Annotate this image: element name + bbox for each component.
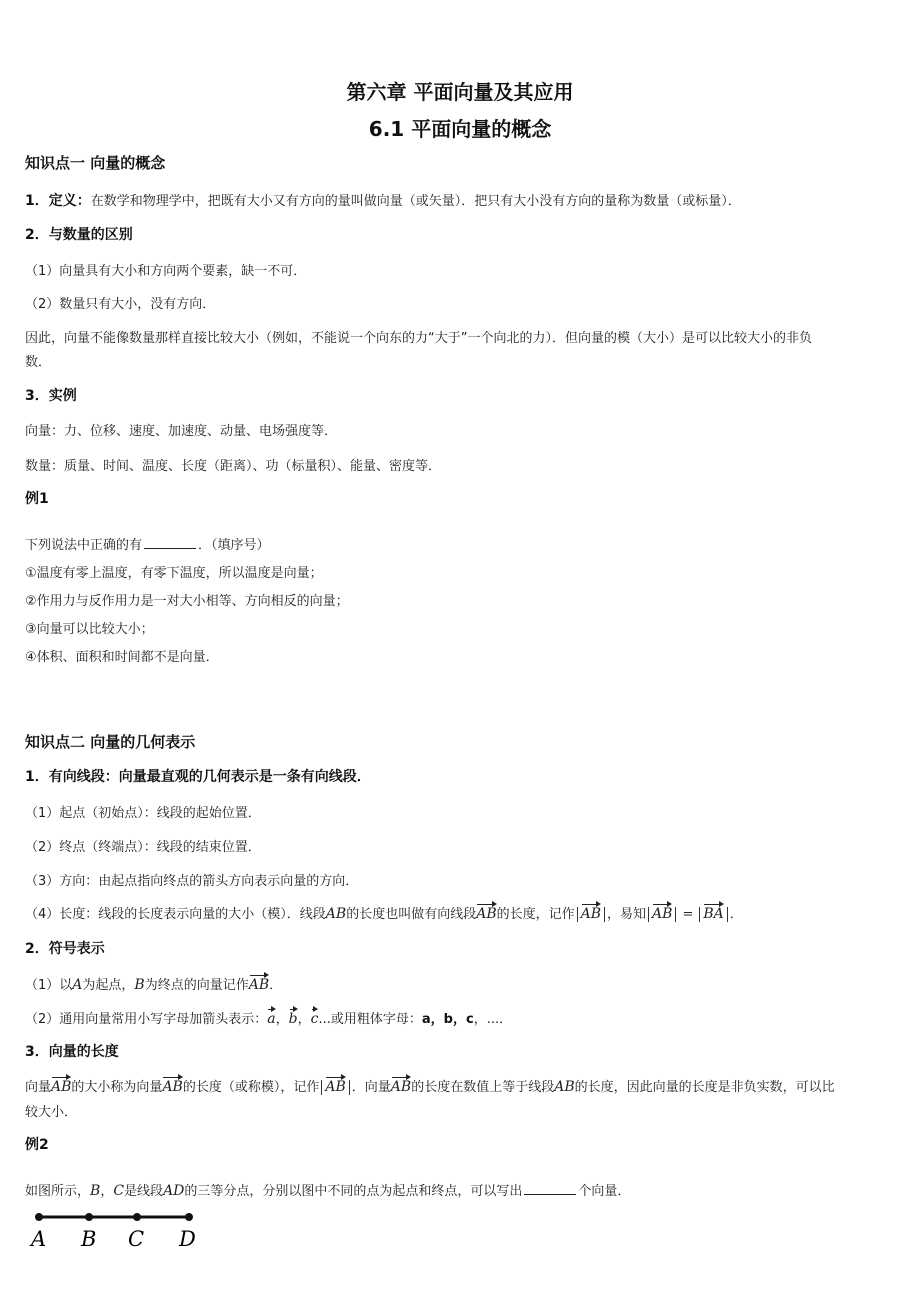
point-b: B (90, 1183, 101, 1199)
example1-option-2: ②作用力与反作用力是一对大小相等、方向相反的向量； (25, 594, 349, 609)
question-text: 下列说法中正确的有 (25, 538, 143, 553)
example1-option-1: ①温度有零上温度，有零下温度，所以温度是向量； (25, 566, 323, 581)
example1-option-3: ③向量可以比较大小； (25, 622, 154, 637)
text: ...或用粗体字母： (318, 1012, 422, 1027)
diff-item-1: （1）向量具有大小和方向两个要素，缺一不可． (25, 264, 307, 279)
text: 如图所示， (25, 1184, 91, 1199)
kp1-definition (25, 190, 741, 210)
kp2-heading: 知识点二 向量的几何表示 (25, 733, 196, 751)
text: ．向量 (351, 1080, 391, 1095)
text: 为终点的向量记作 (144, 978, 249, 993)
text: （2）通用向量常用小写字母加箭头表示： (25, 1012, 268, 1027)
vector-a: a (267, 1006, 275, 1027)
text: 的大小称为向量 (71, 1080, 163, 1095)
length-text-line-1 (25, 1074, 835, 1095)
point-b-label: B (81, 1227, 97, 1251)
point-d-dot (185, 1213, 193, 1221)
symbol-item-1 (25, 972, 282, 993)
segment-figure (25, 1205, 215, 1265)
point-c-dot (133, 1213, 141, 1221)
vector-ab-magnitude: AB (325, 1074, 345, 1095)
point-c-label: C (128, 1227, 145, 1251)
point-b-dot (85, 1213, 93, 1221)
example1-label: 例1 (25, 491, 49, 507)
segment-item-4 (25, 901, 743, 922)
point-a-label: A (31, 1227, 47, 1251)
text: 的长度（或称模），记作 (182, 1080, 320, 1095)
text: 的长度在数值上等于线段 (411, 1080, 555, 1095)
symbol-item-2 (25, 1006, 512, 1027)
text: ． (269, 978, 283, 993)
vector-c: c (311, 1006, 319, 1027)
segment-ad: AD (163, 1183, 185, 1199)
vector-ab-magnitude: AB (652, 901, 672, 922)
point-c: C (113, 1183, 125, 1199)
diff-item-2: （2）数量只有大小，没有方向． (25, 297, 216, 312)
vector-b: b (289, 1006, 298, 1027)
point-a: A (72, 977, 83, 993)
text: （4）长度：线段的长度表示向量的大小（模）．线段 (25, 907, 326, 922)
text: 的长度，记作 (496, 907, 575, 922)
length-text-line-2: 较大小． (25, 1105, 78, 1120)
diff-heading: 2．与数量的区别 (25, 227, 133, 243)
vector-ab: AB (162, 1074, 182, 1095)
text: ． (729, 907, 743, 922)
equals-sign: = (682, 907, 694, 922)
example2-question (25, 1180, 630, 1199)
section-title: 6.1 平面向量的概念 (368, 117, 552, 141)
symbol-heading: 2．符号表示 (25, 941, 105, 957)
text: ，易知 (607, 907, 647, 922)
text: ， (297, 1012, 311, 1027)
answer-blank (524, 1182, 576, 1195)
directed-segment-heading: 1．有向线段：向量最直观的几何表示是一条有向线段． (25, 769, 371, 785)
vector-ab: AB (391, 1074, 411, 1095)
segment-item-1: （1）起点（初始点）：线段的起始位置． (25, 806, 261, 821)
point-a-dot (35, 1213, 43, 1221)
text: （1）以 (25, 978, 73, 993)
vector-ba-magnitude: BA (703, 901, 723, 922)
chapter-title: 第六章 平面向量及其应用 (346, 80, 574, 104)
segment-item-2: （2）终点（终端点）：线段的结束位置． (25, 840, 261, 855)
text: 为起点， (82, 978, 135, 993)
vector-ab: AB (249, 972, 269, 993)
text: 的三等分点，分别以图中不同的点为起点和终点，可以写出 (184, 1184, 523, 1199)
text: 的长度，因此向量的长度是非负实数，可以比 (574, 1080, 835, 1095)
vector-ab: AB (476, 901, 496, 922)
point-d-label: D (179, 1227, 196, 1251)
diff-note-line-2: 数． (25, 355, 52, 370)
segment-item-3: （3）方向：由起点指向终点的箭头方向表示向量的方向． (25, 874, 359, 889)
examples-vectors: 向量：力、位移、速度、加速度、动量、电场强度等． (25, 424, 338, 439)
text: ， (275, 1012, 289, 1027)
point-b: B (134, 977, 145, 993)
definition-text: 在数学和物理学中，把既有大小又有方向的量叫做向量（或矢量）．把只有大小没有方向的量称为数量（或标量）． (90, 194, 741, 209)
example1-question (25, 534, 270, 553)
text: 是线段 (124, 1184, 164, 1199)
segment-ab: AB (325, 906, 347, 922)
text: 个向量． (578, 1184, 631, 1199)
definition-label: 1．定义： (25, 193, 91, 209)
length-heading: 3．向量的长度 (25, 1044, 119, 1060)
text: ，...． (473, 1012, 513, 1027)
segment-ab: AB (554, 1079, 575, 1095)
vector-ab-magnitude: AB (581, 901, 601, 922)
example1-option-4: ④体积、面积和时间都不是向量． (25, 650, 219, 665)
bold-vectors: a，b，c (421, 1012, 474, 1027)
example2-label: 例2 (25, 1137, 49, 1153)
text: ， (100, 1184, 114, 1199)
diff-note-line-1: 因此，向量不能像数量那样直接比较大小（例如，不能说一个向东的力“大于”一个向北的力）．但向量的模（大小）是可以比较大小的非负 (25, 331, 812, 346)
examples-scalars: 数量：质量、时间、温度、长度（距离）、功（标量积）、能量、密度等． (25, 459, 442, 474)
text: 的长度也叫做有向线段 (346, 907, 477, 922)
question-suffix: ．（填序号） (198, 538, 270, 553)
vector-ab: AB (51, 1074, 71, 1095)
text: 向量 (25, 1080, 52, 1095)
answer-blank (144, 536, 196, 549)
examples-heading: 3．实例 (25, 388, 77, 404)
kp1-heading: 知识点一 向量的概念 (25, 154, 166, 172)
